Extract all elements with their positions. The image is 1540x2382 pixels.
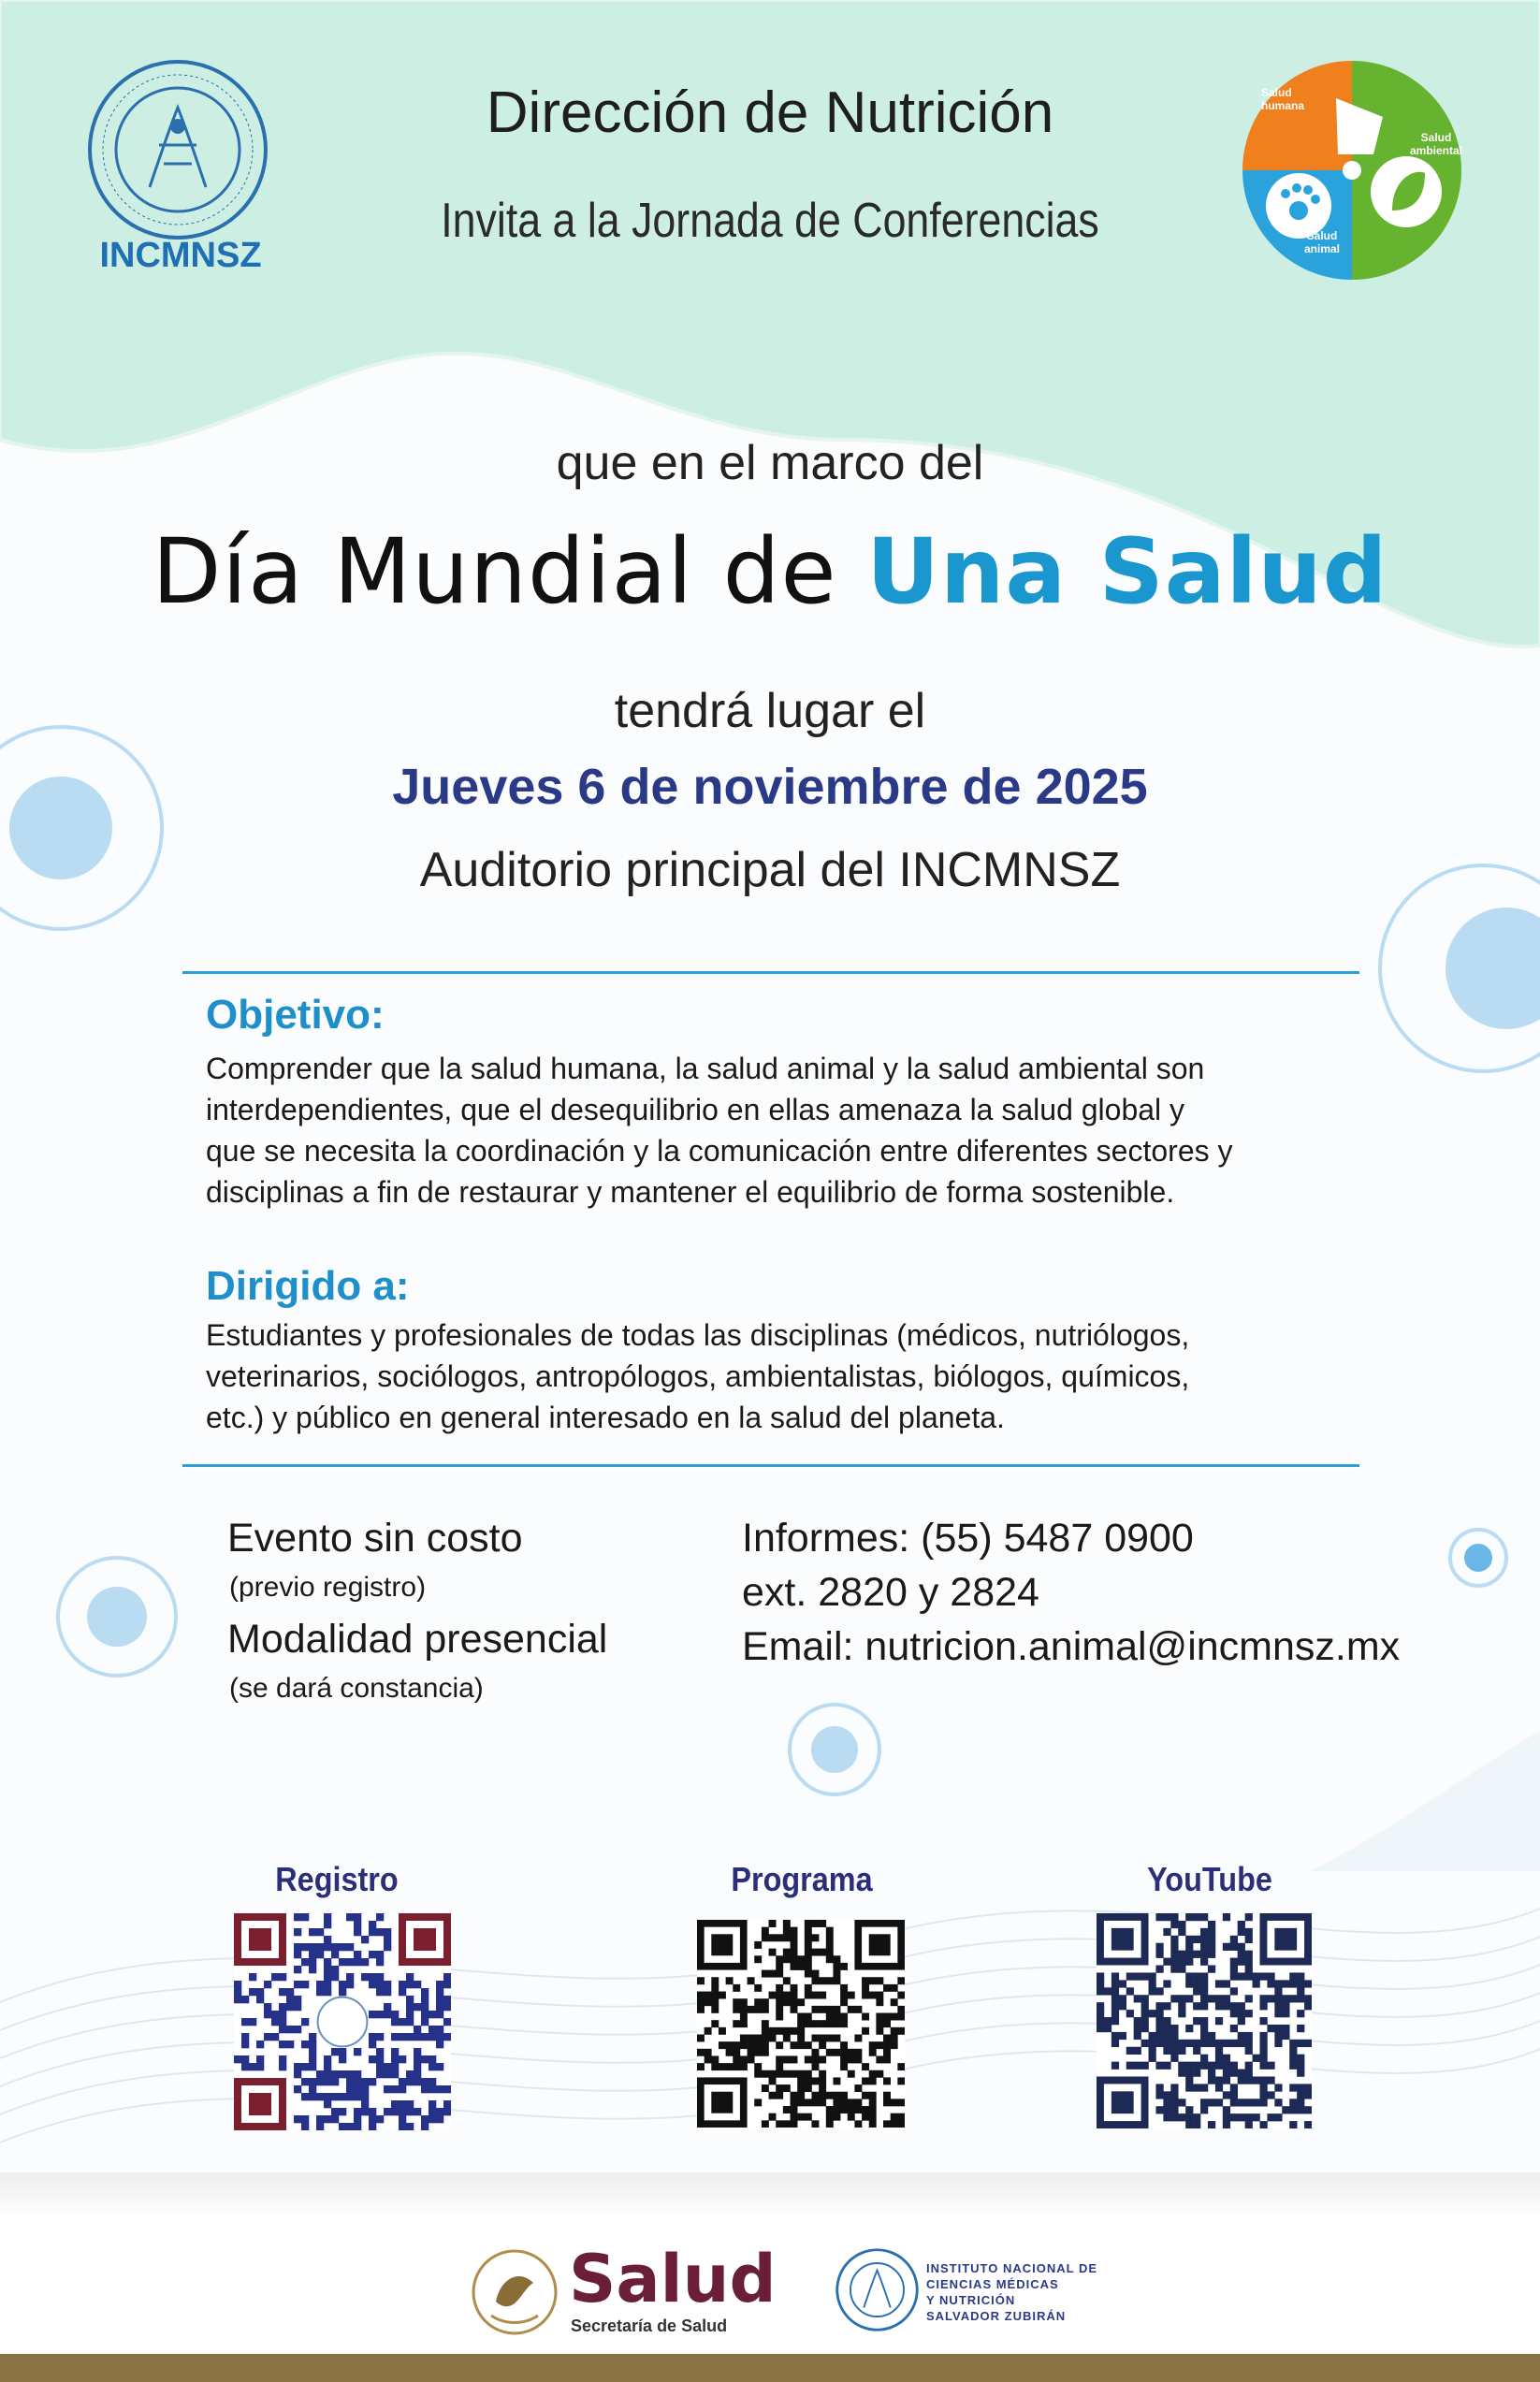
institute-line: CIENCIAS MÉDICAS [926, 2277, 1059, 2291]
main-title-accent: Una Salud [866, 519, 1388, 624]
mexico-coat-of-arms-icon [468, 2245, 561, 2339]
one-health-animal-label: Salud animal [1303, 229, 1340, 255]
header-subtitle: Invita a la Jornada de Conferencias [441, 194, 1099, 248]
incmnsz-footer-seal-icon [833, 2245, 922, 2334]
salud-subtitle: Secretaría de Salud [571, 2317, 728, 2335]
audience-line: Estudiantes y profesionales de todas las disciplinas (médicos, nutriólogos, [206, 1318, 1190, 1352]
institute-line: SALVADOR ZUBIRÁN [926, 2309, 1067, 2323]
audience-heading: Dirigido a: [206, 1263, 410, 1309]
qr-programa-code [697, 1920, 905, 2128]
one-health-environment-label: Salud ambiental [1409, 131, 1462, 157]
objective-line: interdependientes, que el desequilibrio en ellas amenaza la salud global y [206, 1093, 1185, 1126]
qr-youtube-code [1097, 1913, 1312, 2128]
objective-line: Comprender que la salud humana, la salud animal y la salud ambiental son [206, 1052, 1205, 1085]
institute-line: INSTITUTO NACIONAL DE [926, 2261, 1098, 2275]
main-title [0, 519, 1540, 624]
qr-registro[interactable] [234, 1913, 451, 2130]
qr-label-youtube: YouTube [1147, 1860, 1272, 1898]
objective-heading: Objetivo: [206, 992, 385, 1038]
mode-note: (se dará constancia) [229, 1673, 484, 1704]
cost-text: Evento sin costo [227, 1516, 523, 1561]
audience-line: etc.) y público en general interesado en la salud del planeta. [206, 1401, 1005, 1434]
event-date: Jueves 6 de noviembre de 2025 [392, 759, 1148, 815]
ext-text: ext. 2820 y 2824 [742, 1570, 1039, 1615]
institute-line: Y NUTRICIÓN [926, 2293, 1016, 2307]
event-intro: que en el marco del [556, 436, 984, 490]
divider-bottom [182, 1464, 1359, 1467]
qr-label-programa: Programa [731, 1860, 873, 1898]
date-intro: tendrá lugar el [614, 684, 926, 738]
audience-line: veterinarios, sociólogos, antropólogos, ambientalistas, biólogos, químicos, [206, 1359, 1190, 1393]
bottom-strip [0, 2354, 1540, 2382]
deco-dot-right [1446, 908, 1540, 1029]
objective-line: que se necesita la coordinación y la comunicación entre diferentes sectores y [206, 1134, 1233, 1168]
header-title: Dirección de Nutrición [486, 80, 1054, 145]
main-title-prefix: Día Mundial de [152, 519, 837, 624]
cost-note: (previo registro) [229, 1572, 427, 1603]
mode-text: Modalidad presencial [227, 1617, 608, 1662]
objective-line: disciplinas a fin de restaurar y mantener el equilibrio de forma sostenible. [206, 1175, 1175, 1209]
qr-programa[interactable] [697, 1920, 905, 2128]
qr-label-registro: Registro [275, 1860, 399, 1898]
one-health-human-label: Salud humana [1261, 86, 1305, 112]
salud-wordmark: Salud [569, 2241, 777, 2317]
event-venue: Auditorio principal del INCMNSZ [419, 843, 1121, 897]
institute-name [926, 2260, 1097, 2324]
qr-youtube[interactable] [1097, 1913, 1312, 2128]
divider-top [182, 971, 1359, 974]
objective-body [206, 1048, 1329, 1213]
qr-registro-code [234, 1913, 451, 2130]
email-text[interactable]: Email: nutricion.animal@incmnsz.mx [742, 1624, 1401, 1669]
phone-text: Informes: (55) 5487 0900 [742, 1516, 1194, 1561]
audience-body [206, 1314, 1329, 1438]
incmnsz-logo-label: INCMNSZ [99, 236, 262, 275]
